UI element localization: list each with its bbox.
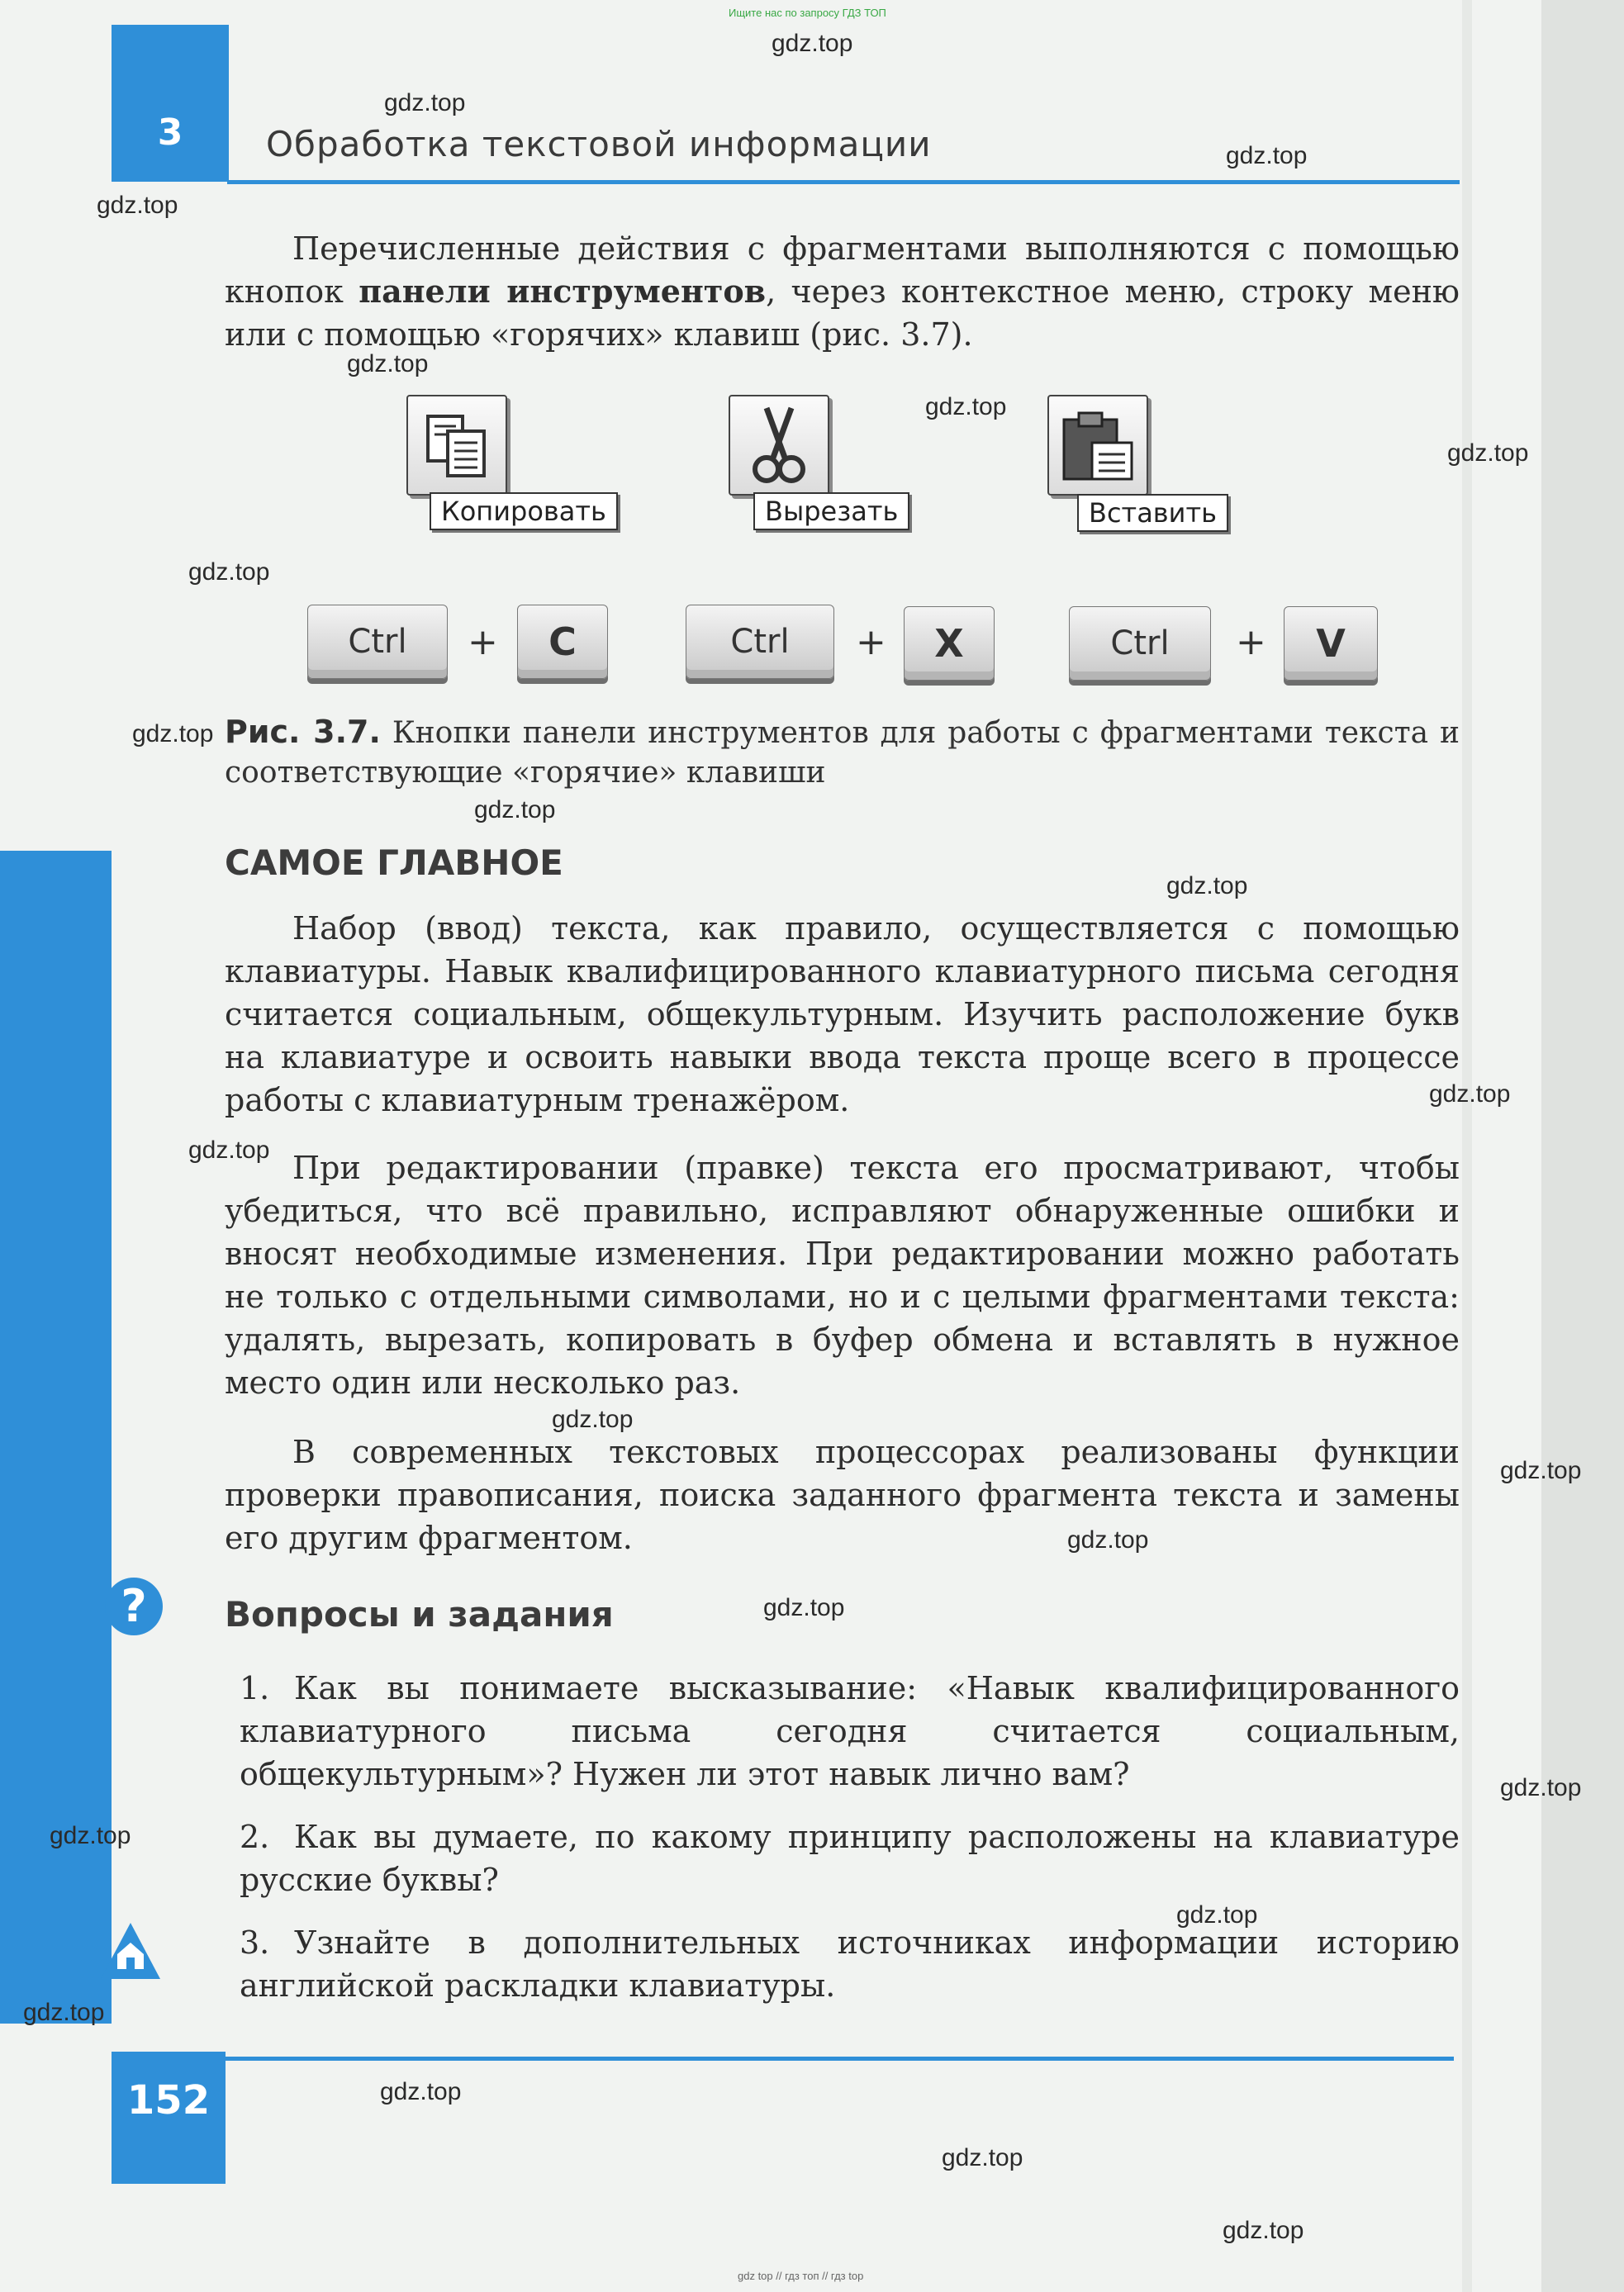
figure-caption bbox=[225, 712, 1460, 793]
question-icon: ? bbox=[105, 1578, 163, 1635]
scissors-icon bbox=[730, 396, 828, 494]
summary-paragraph-3-text: В современных текстовых процессорах реализованы функции проверки правописания, поиска заданного фрагмента текста и замены его другим фрагментом. bbox=[225, 1434, 1460, 1556]
figure-caption-text: Кнопки панели инструментов для работы с фрагментами текста и соответствующие «горячие» клавиши bbox=[225, 716, 1460, 790]
clipboard-icon bbox=[1049, 396, 1147, 494]
watermark: gdz.top bbox=[1166, 872, 1248, 899]
copy-icon bbox=[408, 396, 506, 494]
key-v: V bbox=[1284, 606, 1378, 681]
watermark: gdz.top bbox=[347, 350, 429, 377]
footer-rule bbox=[226, 2057, 1454, 2061]
plus-sign: + bbox=[468, 621, 498, 663]
page-fold-shadow bbox=[1462, 0, 1472, 2292]
key-x: X bbox=[904, 606, 995, 681]
cut-button-icon bbox=[729, 395, 829, 496]
key-ctrl-copy: Ctrl bbox=[307, 605, 448, 679]
watermark: gdz.top bbox=[1447, 439, 1529, 467]
watermark: gdz.top bbox=[97, 192, 178, 219]
question-text: Как вы понимаете высказывание: «Навык квалифицированного клавиатурного письма сегодня считается социальным, общекультурным»? Нужен ли этот навык лично вам? bbox=[240, 1670, 1460, 1792]
copy-button-icon bbox=[406, 395, 507, 496]
summary-paragraph-1 bbox=[225, 907, 1460, 1122]
page-number: 152 bbox=[126, 2077, 211, 2124]
key-c: C bbox=[517, 605, 608, 679]
watermark: gdz.top bbox=[1429, 1080, 1511, 1108]
summary-paragraph-2-text: При редактировании (правке) текста его просматривают, чтобы убедиться, что всё правильно, исправляют обнаруженные ошибки и вносят необходимые изменения. При редактировании можно работать не только с отдельными символами, но и с целыми фрагментами текста: удалять, вырезать, копировать в буфер обмена и вставлять в нужное место один или несколько раз. bbox=[225, 1150, 1460, 1401]
home-icon bbox=[97, 1918, 164, 1984]
watermark: gdz.top bbox=[188, 1137, 270, 1164]
watermark: gdz.top bbox=[132, 720, 214, 747]
summary-paragraph-3 bbox=[225, 1431, 1460, 1559]
watermark: gdz.top bbox=[474, 796, 556, 823]
watermark: gdz.top bbox=[380, 2078, 462, 2105]
watermark: gdz.top bbox=[1223, 2217, 1304, 2244]
watermark: gdz.top bbox=[552, 1406, 634, 1433]
watermark: gdz.top bbox=[772, 30, 853, 57]
questions-heading: Вопросы и задания bbox=[225, 1594, 614, 1635]
cut-button-label: Вырезать bbox=[753, 492, 909, 530]
question-number: 3. bbox=[240, 1924, 270, 1961]
watermark: gdz.top bbox=[1500, 1457, 1582, 1484]
watermark: gdz.top bbox=[763, 1594, 845, 1621]
key-ctrl-paste: Ctrl bbox=[1069, 606, 1211, 681]
question-number: 2. bbox=[240, 1819, 270, 1855]
summary-heading: САМОЕ ГЛАВНОЕ bbox=[225, 842, 563, 883]
paste-button-icon bbox=[1047, 395, 1148, 496]
watermark: gdz.top bbox=[1500, 1774, 1582, 1801]
key-ctrl-cut: Ctrl bbox=[686, 605, 834, 679]
chapter-number: 3 bbox=[157, 112, 183, 154]
figure-label: Рис. 3.7. bbox=[225, 714, 381, 750]
watermark: gdz.top bbox=[925, 393, 1007, 420]
plus-sign: + bbox=[1236, 621, 1266, 663]
header-rule bbox=[227, 180, 1460, 184]
watermark: gdz.top bbox=[1226, 142, 1308, 169]
watermark: gdz.top bbox=[50, 1822, 131, 1849]
summary-paragraph-1-text: Набор (ввод) текста, как правило, осуществляется с помощью клавиатуры. Навык квалифицированного клавиатурного письма сегодня считается социальным, общекультурным. Изучить расположение букв на клавиатуре и освоить навыки ввода текста проще всего в процессе работы с клавиатурным тренажёром. bbox=[225, 910, 1460, 1118]
question-text: Узнайте в дополнительных источниках информации историю английской раскладки клавиатуры. bbox=[240, 1924, 1460, 2004]
watermark: gdz.top bbox=[942, 2144, 1023, 2171]
copy-button-label: Копировать bbox=[430, 492, 618, 530]
intro-paragraph bbox=[225, 227, 1460, 356]
question-item-1 bbox=[240, 1667, 1460, 1796]
plus-sign: + bbox=[856, 621, 886, 663]
watermark: gdz.top bbox=[384, 89, 466, 116]
paste-button-label: Вставить bbox=[1077, 494, 1228, 532]
summary-paragraph-2 bbox=[225, 1146, 1460, 1404]
watermark-bottom-small: gdz top // гдз топ // гдз top bbox=[738, 2270, 864, 2282]
watermark: gdz.top bbox=[1067, 1526, 1149, 1554]
chapter-title: Обработка текстовой информации bbox=[266, 124, 932, 164]
question-number: 1. bbox=[240, 1670, 270, 1706]
watermark: gdz.top bbox=[1176, 1901, 1258, 1929]
intro-bold-term: панели инструментов bbox=[359, 273, 767, 310]
question-text: Как вы думаете, по какому принципу расположены на клавиатуре русские буквы? bbox=[240, 1819, 1460, 1898]
watermark-top-small: Ищите нас по запросу ГДЗ ТОП bbox=[729, 7, 886, 19]
watermark: gdz.top bbox=[188, 558, 270, 586]
intro-text-before: Перечисленные действия с фрагментами выполняются с помощью кнопок bbox=[225, 230, 1460, 310]
question-item-3 bbox=[240, 1921, 1460, 2007]
chapter-tab bbox=[112, 25, 229, 182]
intro-text-after: , через контекстное меню, строку меню или с помощью «горячих» клавиш (рис. 3.7). bbox=[225, 273, 1460, 353]
watermark: gdz.top bbox=[23, 1999, 105, 2026]
page-gutter bbox=[1541, 0, 1624, 2292]
question-item-2 bbox=[240, 1815, 1460, 1901]
